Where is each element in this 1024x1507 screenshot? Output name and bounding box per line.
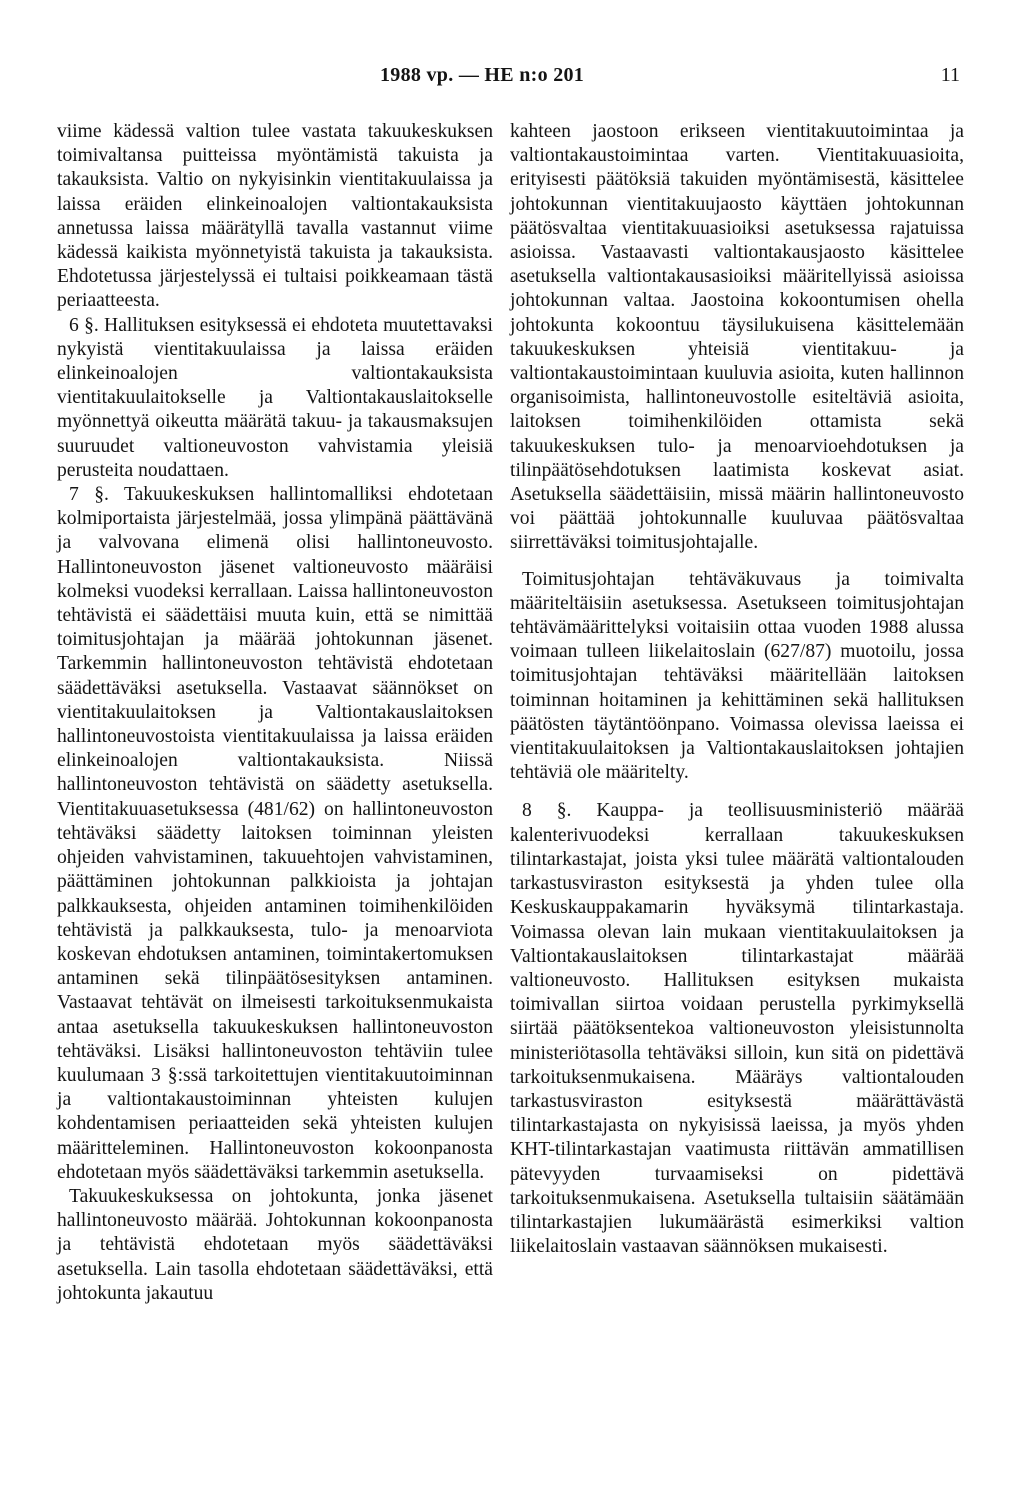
- paragraph: viime kädessä valtion tulee vastata takuukeskuksen toimivaltansa puitteissa myöntämistä takuista ja takauksista. Valtio on nykyisinkin vientitakuulaissa ja laissa eräiden elinkeinoalojen valtiontakauksista annetussa laissa määrätyllä tavalla vastannut viime kädessä kaikista myönnetyistä takuista ja takauksista. Ehdotetussa järjestelyssä ei tultaisi poikkeamaan tästä periaatteesta.: [57, 121, 493, 312]
- page-number: 11: [940, 64, 960, 86]
- paragraph: Toimitusjohtajan tehtäväkuvaus ja toimivalta määriteltäisiin asetuksessa. Asetukseen toimitusjohtajan tehtävämäärittelyksi voitaisiin ottaa vuoden 1988 alussa voimaan tulleen liikelaitoslain (627/87) muotoilu, jossa toimitusjohtajan tehtäväksi määritellään laitoksen toiminnan hoitaminen ja kehittäminen sekä hallituksen päätösten täytäntöönpano. Voimassa olevissa laeissa ei vientitakuulaitoksen ja Valtiontakauslaitoksen johtajien tehtäviä ole määritelty.: [510, 568, 964, 784]
- right-column: [510, 120, 964, 1259]
- paragraph-section-8: 8 §. Kauppa- ja teollisuusministeriö määrää kalenterivuodeksi kerrallaan takuukeskuksen tilintarkastajat, joista yksi tulee määrätä valtiontalouden tarkastusviraston esityksestä ja yhden tulee olla Keskuskauppakamarin hyväksymä tilintarkastaja. Voimassa olevan lain mukaan vientitakuulaitoksen ja Valtiontakauslaitoksen tilintarkastajat määrää valtioneuvosto. Hallituksen esityksen mukaista toimivallan siirtoa voidaan perustella pyrkimyksellä siirtää päätöksentekoa valtioneuvoston yleisistunnolta ministeriötasolla tehtäväksi silloin, kun sitä on pidettävä tarkoituksenmukaisena. Määräys valtiontalouden tarkastusviraston esityksestä määrättävästä tilintarkastajasta on nykyisissä laeissa, ja myös yhden KHT-tilintarkastajan vaatimusta riittävän ammatillisen pätevyyden turvaamiseksi on pidettävä tarkoituksenmukaisena. Asetuksella tultaisiin säätämään tilintarkastajien lukumäärästä esimerkiksi valtion liikelaitoslain vastaavan säännöksen mukaisesti.: [510, 800, 964, 1258]
- paragraph: Takuukeskuksessa on johtokunta, jonka jäsenet hallintoneuvosto määrää. Johtokunnan kokoonpanosta ja tehtävistä ehdotetaan myös säädettäväksi asetuksella. Lain tasolla ehdotetaan säädettäväksi, että johtokunta jakautuu: [57, 1185, 493, 1304]
- paragraph-section-6: 6 §. Hallituksen esityksessä ei ehdoteta muutettavaksi nykyistä vientitakuulaissa ja laissa eräiden elinkeinoalojen valtiontakauksista vientitakuulaitokselle ja Valtiontakauslaitokselle myönnettyä oikeutta määrätä takuu- ja takausmaksujen suuruudet valtioneuvoston vahvistamia yleisiä perusteita noudattaen.: [57, 314, 493, 481]
- document-title: 1988 vp. — HE n:o 201: [380, 64, 585, 86]
- page-header: [0, 64, 1024, 94]
- paragraph: kahteen jaostoon erikseen vientitakuutoimintaa ja valtiontakaustoimintaa varten. Vientitakuuasioita, erityisesti päätöksiä takuiden myöntämisestä, käsittelee johtokunnan vientitakuujaosto käyttäen johtokunnan päätösvaltaa vientitakuuasioiksi asetuksessa rajatuissa asioissa. Vastaavasti valtiontakausjaosto käsittelee asetuksella valtiontakausasioiksi määritellyissä asioissa johtokunnan valtaa. Jaostoina kokoontumisen ohella johtokunta kokoontuu täysilukuisena käsittelemään takuukeskuksen yhteisiä vientitakuu- ja valtiontakaustoimintaan kuuluvia asioita, kuten hallinnon organisoimista, hallintoneuvostolle esiteltäviä asioita, laitoksen toimihenkilöiden ottamista sekä takuukeskuksen tulo- ja menoarvioehdotuksen ja tilinpäätösehdotuksen laatimista koskevat asiat. Asetuksella säädettäisiin, missä määrin hallintoneuvosto voi päättää johtokunnalle kuuluvaa päätösvaltaa siirrettäväksi toimitusjohtajalle.: [510, 121, 964, 554]
- left-column: [57, 120, 493, 1306]
- paragraph-section-7: 7 §. Takuukeskuksen hallintomalliksi ehdotetaan kolmiportaista järjestelmää, jossa ylimpänä päättävänä ja valvovana elimenä olisi hallintoneuvosto. Hallintoneuvoston jäsenet valtioneuvosto määräisi kolmeksi vuodeksi kerrallaan. Laissa hallintoneuvoston tehtävistä ei säädettäisi muuta kuin, että se nimittää toimitusjohtajan ja määrää johtokunnan jäsenet. Tarkemmin hallintoneuvoston tehtävistä ehdotetaan säädettäväksi asetuksella. Vastaavat säännökset on vientitakuulaitoksen ja Valtiontakauslaitoksen hallintoneuvostoista vientitakuulaissa ja laissa eräiden elinkeinoalojen valtiontakauksista. Niissä hallintoneuvoston tehtävistä on säädetty asetuksella. Vientitakuuasetuksessa (481/62) on hallintoneuvoston tehtäväksi säädetty laitoksen toiminnan yleisten ohjeiden vahvistaminen, takuuehtojen vahvistaminen, päättäminen johtokunnan palkkioista ja johtajan palkkauksesta, ohjeiden antaminen toimihenkilöiden tehtävistä ja palkkauksesta, tulo- ja menoarviota koskevan ehdotuksen antaminen, toimintakertomuksen antaminen sekä tilinpäätösesityksen antaminen. Vastaavat tehtävät on ilmeisesti tarkoituksenmukaista antaa asetuksella takuukeskuksen hallintoneuvoston tehtäväksi. Lisäksi hallintoneuvoston tehtäviin tulee kuulumaan 3 §:ssä tarkoitettujen vientitakuutoiminnan ja valtiontakaustoiminnan yhteisten kulujen kohdentamisen periaatteiden sekä yhteisten kulujen määritteleminen. Hallintoneuvoston kokoonpanosta ehdotetaan myös säädettäväksi tarkemmin asetuksella.: [57, 484, 493, 1183]
